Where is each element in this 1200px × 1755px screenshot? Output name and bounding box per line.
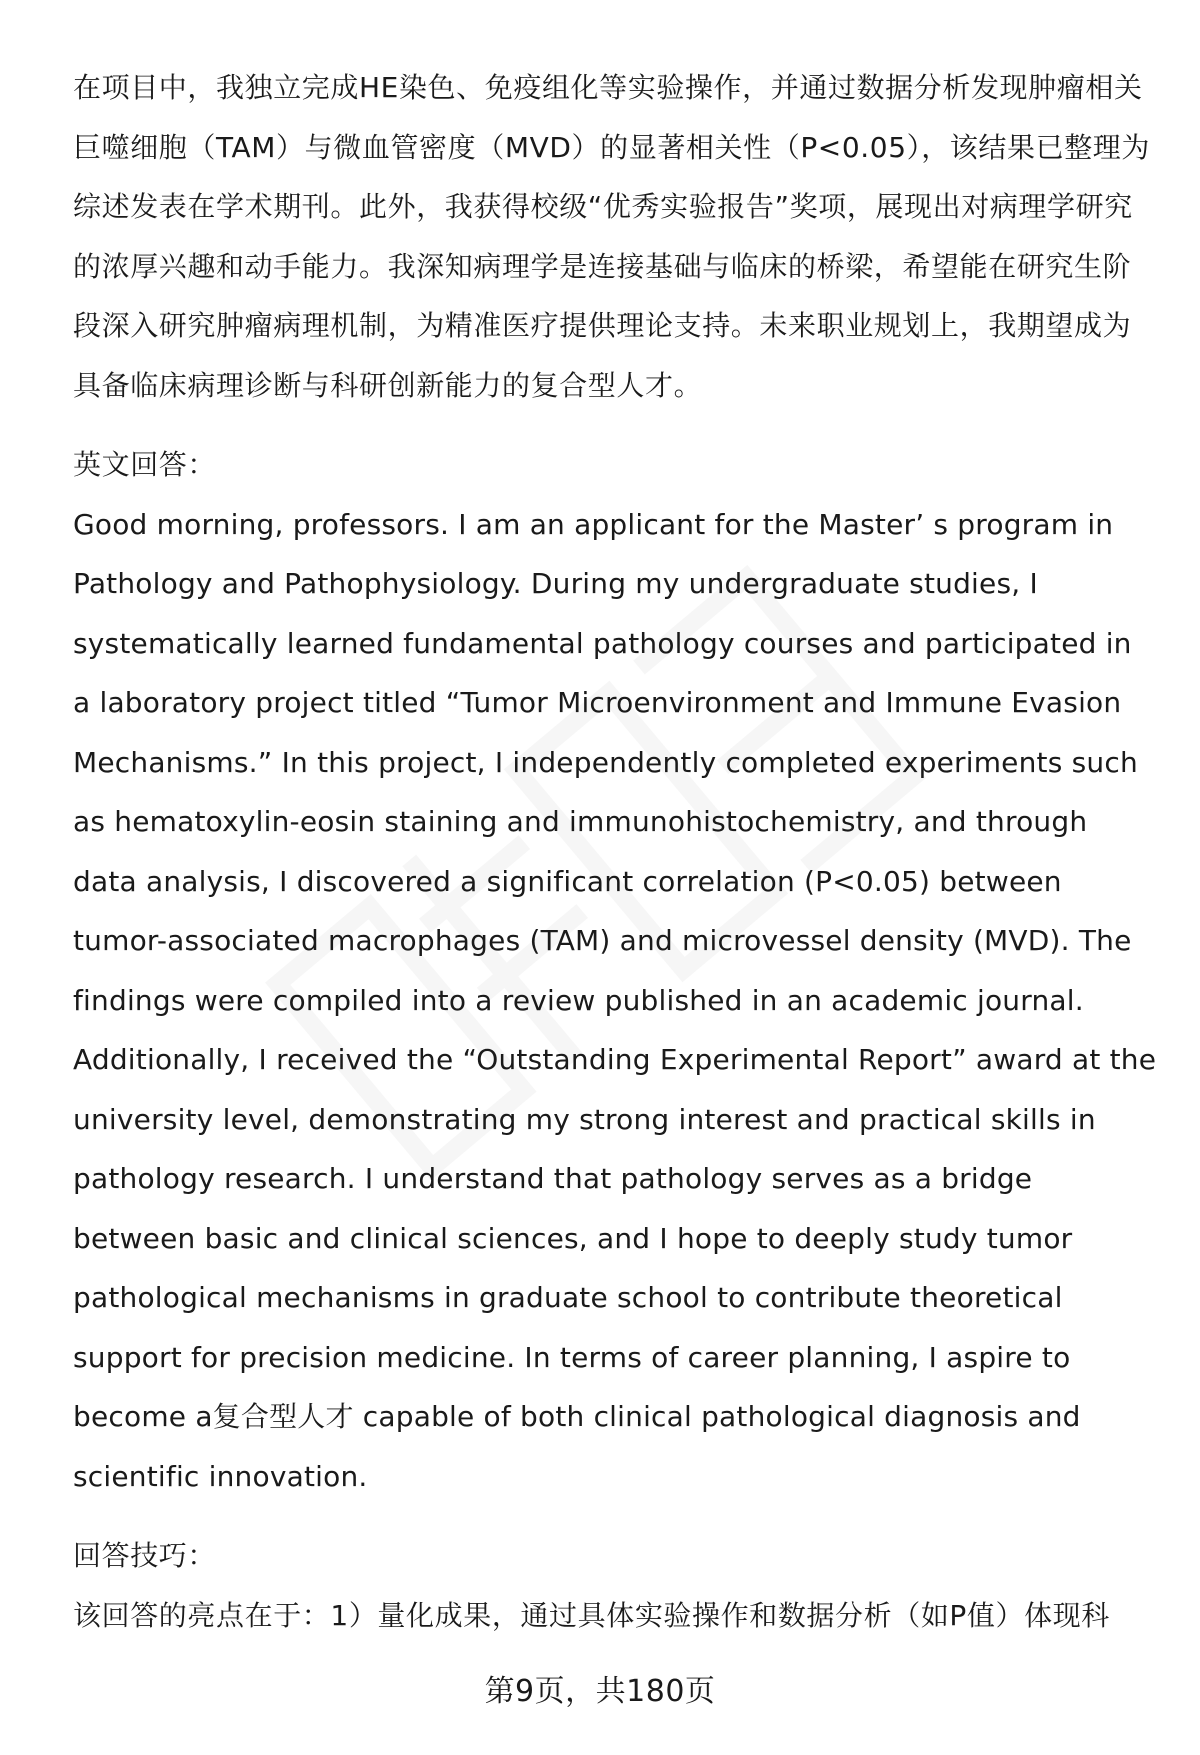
intro-paragraph: 在项目中，我独立完成HE染色、免疫组化等实验操作，并通过数据分析发现肿瘤相关巨噬细胞（TAM）与微血管密度（MVD）的显著相关性（P<0.05），该结果已整理为综述发表在学术期刊。此外，我获得校级“优秀实验报告”奖项，展现出对病理学研究的浓厚兴趣和动手能力。我深知病理学是连接基础与临床的桥梁，希望能在研究生阶段深入研究肿瘤病理机制，为精准医疗提供理论支持。未来职业规划上，我期望成为具备临床病理诊断与科研创新能力的复合型人才。 bbox=[73, 71, 1151, 402]
paragraph-gap bbox=[73, 1506, 1158, 1526]
tips-label: 回答技巧： bbox=[73, 1539, 217, 1572]
tips-paragraph: 该回答的亮点在于：1）量化成果，通过具体实验操作和数据分析（如P值）体现科 bbox=[73, 1598, 1110, 1632]
english-answer-label: 英文回答： bbox=[73, 448, 217, 481]
paragraph-gap bbox=[73, 415, 1158, 435]
document-body bbox=[73, 58, 1158, 1645]
english-answer-paragraph: Good morning, professors. I am an applicant for the Master’ s program in Pathology and Pathophysiology. During my undergraduate studies, I systematically learned fundamental pathology courses and participated in a laboratory project titled “Tumor Microenvironment and Immune Evasion Mechanisms.” In this project, I independently completed experiments such as hematoxylin-eosin staining and immunohistochemistry, and through data analysis, I discovered a significant correlation (P<0.05) between tumor-associated macrophages (TAM) and microvessel density (MVD). The findings were compiled into a review published in an academic journal. Additionally, I received the “Outstanding Experimental Report” award at the university level, demonstrating my strong interest and practical skills in pathology research. I understand that pathology serves as a bridge between basic and clinical sciences, and I hope to deeply study tumor pathological mechanisms in graduate school to contribute theoretical support for precision medicine. In terms of career planning, I aspire to become a复合型人才 capable of both clinical pathological diagnosis and scientific innovation. bbox=[73, 507, 1157, 1493]
page-number-footer: 第9页，共180页 bbox=[484, 1674, 716, 1709]
